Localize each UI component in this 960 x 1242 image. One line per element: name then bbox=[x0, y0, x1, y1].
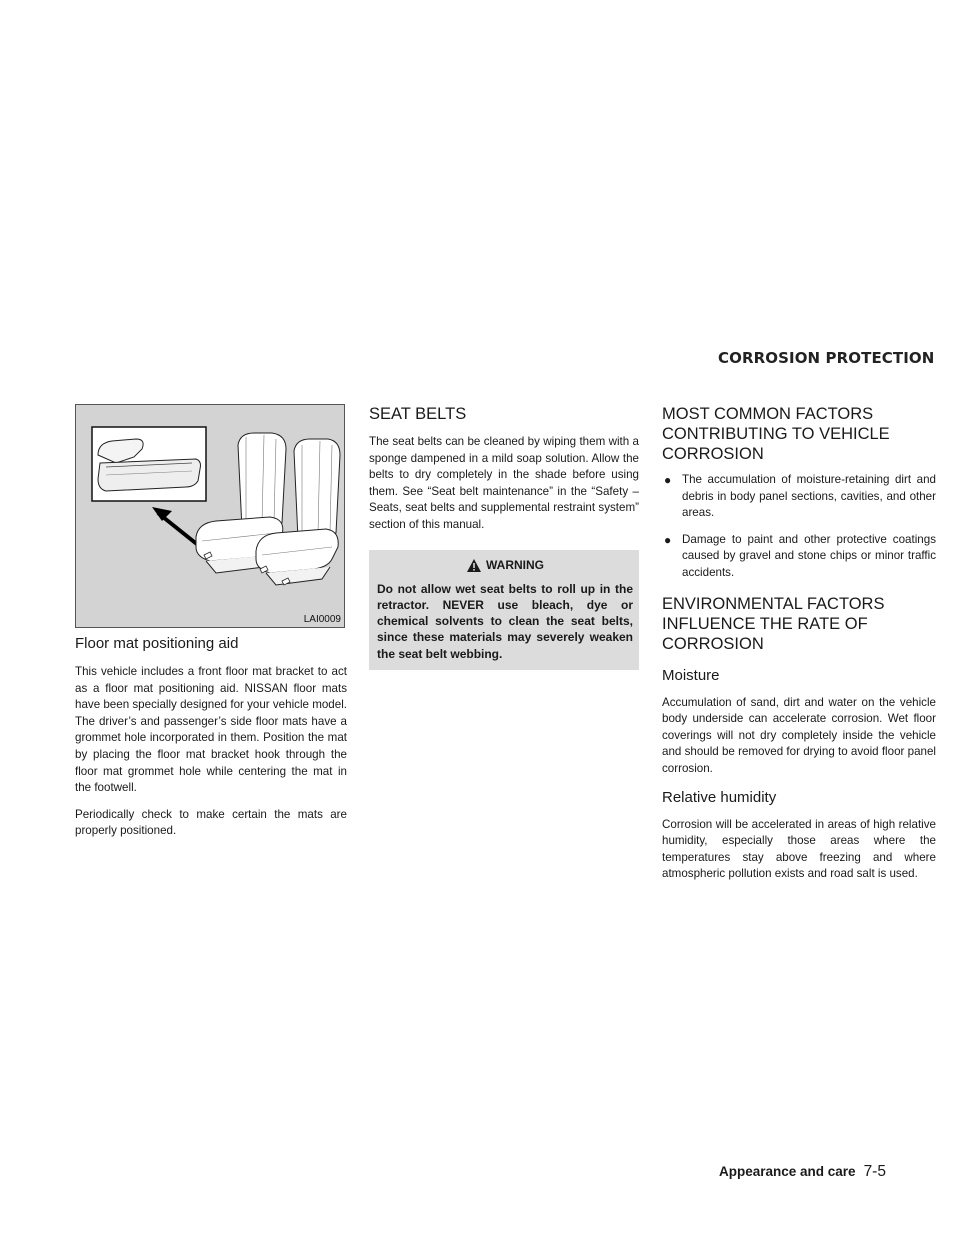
list-item bbox=[662, 532, 936, 582]
moisture-paragraph: Accumulation of sand, dirt and water on the vehicle body underside can accelerate corrosion. Wet floor coverings will not dry completely inside the vehicle and should be removed for drying to avoid floor panel corrosion. bbox=[662, 695, 936, 775]
env-factors-title: ENVIRONMENTAL FACTORS INFLUENCE THE RATE OF CORROSION bbox=[662, 594, 885, 653]
common-factors-title: MOST COMMON FACTORS CONTRIBUTING TO VEHICLE CORROSION bbox=[662, 405, 890, 463]
column-right bbox=[662, 404, 936, 883]
floor-mat-paragraph-1: This vehicle includes a front floor mat bracket to act as a floor mat positioning aid. NISSAN floor mats have been specially designed for your vehicle model. The driver’s and passenger’s side floor mats have a grommet hole incorporated in them. Position the mat by placing the floor mat bracket hook through the floor mat grommet hole while centering the mat in the footwell. bbox=[75, 665, 347, 795]
bullet-icon: ● bbox=[664, 473, 672, 487]
humidity-paragraph: Corrosion will be accelerated in areas of high relative humidity, especially those areas where the temperatures stay above freezing and where atmospheric pollution exists and road salt is used. bbox=[662, 817, 936, 881]
page-footer bbox=[719, 1163, 886, 1181]
chapter-name: Appearance and care bbox=[719, 1164, 856, 1179]
bullet-text: Damage to paint and other protective coatings caused by gravel and stone chips or minor traffic accidents. bbox=[682, 532, 936, 579]
common-factors-list bbox=[662, 472, 936, 582]
humidity-title: Relative humidity bbox=[662, 788, 777, 806]
warning-title: WARNING bbox=[486, 558, 544, 573]
moisture-title: Moisture bbox=[662, 666, 720, 684]
seat-belts-title: SEAT BELTS bbox=[369, 405, 467, 423]
floor-mat-figure bbox=[75, 404, 345, 628]
column-middle bbox=[369, 404, 639, 670]
seat-illustration bbox=[76, 405, 344, 627]
warning-box bbox=[369, 550, 639, 670]
figure-id: LAI0009 bbox=[303, 614, 341, 625]
seat-belts-paragraph: The seat belts can be cleaned by wiping them with a sponge dampened in a mild soap solution. Allow the belts to dry completely in the shade before using them. See “Seat belt maintenance” in the “Safety – Seats, seat belts and supplemental restraint system” section of this manual. bbox=[369, 435, 639, 531]
warning-icon bbox=[466, 558, 482, 573]
floor-mat-paragraph-2: Periodically check to make certain the mats are properly positioned. bbox=[75, 807, 347, 838]
section-header: CORROSION PROTECTION bbox=[718, 349, 935, 367]
floor-mat-title: Floor mat positioning aid bbox=[75, 635, 239, 652]
warning-text: Do not allow wet seat belts to roll up in the retractor. NEVER use bleach, dye or chemical solvents to clean the seat belts, since these materials may severely weaken the seat belt webbing. bbox=[377, 581, 633, 661]
warning-heading bbox=[377, 558, 633, 573]
page-number: 7-5 bbox=[863, 1163, 886, 1180]
bullet-text: The accumulation of moisture-retaining dirt and debris in body panel sections, cavities, and other areas. bbox=[682, 473, 936, 520]
bullet-icon: ● bbox=[664, 532, 672, 547]
list-item bbox=[662, 472, 936, 522]
column-left bbox=[75, 404, 347, 840]
